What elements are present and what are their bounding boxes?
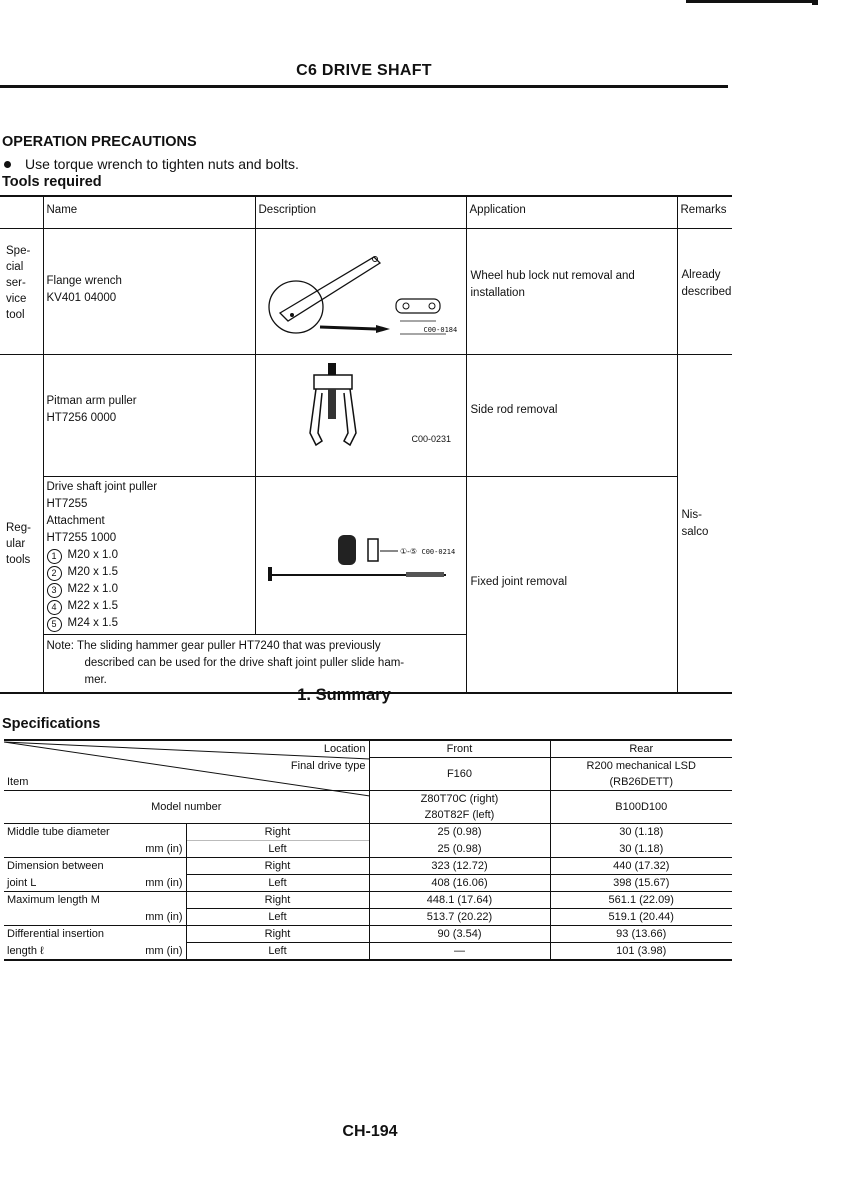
unit-label: mm (in) [145, 910, 183, 923]
row-label: Middle tube diameter [4, 824, 186, 841]
tool-number: KV401 04000 [46, 292, 117, 304]
tool-row-flange-wrench [0, 229, 732, 355]
side-label: Left [186, 909, 369, 926]
pitman-arm-puller-name [43, 355, 255, 477]
unit-label: mm (in) [145, 842, 183, 855]
side-label: Left [186, 943, 369, 961]
unit-label: mm (in) [145, 876, 183, 889]
tool-name: Drive shaft joint puller [46, 481, 158, 493]
rear-value: 30 (1.18) [550, 824, 732, 841]
note-line: mer. [84, 674, 107, 686]
rear-model: B100D100 [550, 791, 732, 824]
size-item [47, 598, 252, 615]
front-value: 90 (3.54) [369, 926, 550, 943]
cat-line: cial [6, 261, 24, 273]
size-item [47, 615, 252, 632]
tool-name: Flange wrench [46, 275, 122, 287]
col-remarks: Remarks [677, 196, 732, 229]
front-value: 323 (12.72) [369, 858, 550, 875]
row-label: Maximum length M [4, 892, 186, 909]
model-number-label: Model number [4, 791, 369, 824]
top-edge-mark [812, 0, 818, 5]
size-value: M20 x 1.5 [67, 566, 118, 578]
precaution-text: Use torque wrench to tighten nuts and bolts. [25, 156, 299, 172]
remark-line: salco [681, 525, 709, 538]
pitman-arm-puller-application: Side rod removal [466, 355, 677, 477]
size-value: M22 x 1.5 [67, 600, 118, 612]
rear-value: 440 (17.32) [550, 858, 732, 875]
front-value: 448.1 (17.64) [369, 892, 550, 909]
tools-table [0, 195, 732, 694]
col-description: Description [255, 196, 466, 229]
tool-name: Attachment [46, 515, 105, 527]
side-label: Left [186, 875, 369, 892]
flange-wrench-remarks [677, 229, 732, 355]
item-label: Item [7, 776, 29, 788]
front-value: 408 (16.06) [369, 875, 550, 892]
sliding-hammer-note [43, 635, 466, 694]
note-line: Note: The sliding hammer gear puller HT7240 that was previously [46, 640, 381, 652]
rear-drive-type-1: R200 mechanical LSD [550, 758, 732, 775]
precaution-bullet [2, 156, 299, 172]
cat-line: tool [6, 309, 25, 321]
drive-shaft-puller-illustration [256, 517, 466, 617]
front-model-2: Z80T82F (left) [369, 807, 550, 824]
side-label: Right [186, 858, 369, 875]
size-number-icon: 5 [47, 617, 62, 632]
front-drive-type: F160 [369, 758, 550, 791]
size-number-icon: 3 [47, 583, 62, 598]
row-label-2 [4, 875, 186, 892]
category-special [0, 229, 43, 355]
rear-drive-type-2: (RB26DETT) [550, 774, 732, 791]
tool-number: HT7255 [46, 498, 88, 510]
spec-row-differential-left [4, 943, 732, 961]
spec-row-differential [4, 926, 732, 943]
tool-number: HT7256 0000 [46, 412, 117, 424]
figure-label: ①-⑤ [399, 547, 417, 556]
front-value: 25 (0.98) [369, 841, 550, 858]
row-label-cont: joint L [7, 876, 37, 889]
flange-wrench-figure [255, 229, 466, 355]
size-value: M20 x 1.0 [67, 549, 118, 561]
regular-remarks [677, 355, 732, 694]
row-label: Differential insertion [4, 926, 186, 943]
title-rule [0, 85, 728, 88]
cat-line: Spe- [6, 245, 31, 257]
size-value: M22 x 1.0 [67, 583, 118, 595]
bullet-icon [4, 161, 11, 168]
tool-name: Pitman arm puller [46, 395, 137, 407]
size-number-icon: 4 [47, 600, 62, 615]
spec-row-dimension [4, 858, 732, 875]
remark-line: Already [681, 269, 721, 281]
category-regular [0, 355, 43, 694]
remark-line: Nis- [681, 508, 702, 521]
spec-row-max-length [4, 892, 732, 909]
tool-number: HT7255 1000 [46, 532, 117, 544]
drive-shaft-puller-figure [255, 477, 466, 635]
size-number-icon: 2 [47, 566, 62, 581]
operation-precautions-heading: OPERATION PRECAUTIONS [2, 134, 197, 150]
pitman-puller-illustration [256, 363, 466, 463]
row-label-cont: length ℓ [7, 944, 44, 957]
page-number: CH-194 [342, 1123, 398, 1140]
size-item [47, 564, 252, 581]
drive-shaft-puller-name [43, 477, 255, 635]
cat-line: Reg- [6, 521, 31, 534]
col-application: Application [466, 196, 677, 229]
application-line: installation [470, 287, 525, 299]
pitman-arm-puller-figure [255, 355, 466, 477]
final-drive-label: Final drive type [290, 759, 366, 772]
size-value: M24 x 1.5 [67, 617, 118, 629]
spec-row-max-length-left [4, 909, 732, 926]
tool-row-drive-shaft-joint-puller [0, 477, 732, 635]
specifications-heading: Specifications [2, 716, 101, 732]
page-title: C6 DRIVE SHAFT [296, 62, 432, 79]
figure-code-drive-shaft: C00-0214 [421, 548, 456, 556]
col-category [0, 196, 43, 229]
cat-line: vice [6, 293, 27, 305]
location-label: Location [323, 743, 366, 756]
rear-value: 519.1 (20.44) [550, 909, 732, 926]
front-value: 513.7 (20.22) [369, 909, 550, 926]
note-line: described can be used for the drive shaft joint puller slide ham- [84, 657, 405, 669]
application-line: Wheel hub lock nut removal and [470, 270, 635, 282]
front-value: — [369, 943, 550, 961]
rear-label: Rear [550, 740, 732, 758]
drive-shaft-puller-application: Fixed joint removal [466, 477, 677, 694]
spec-row-middle-tube [4, 824, 732, 841]
tools-required-heading: Tools required [2, 174, 102, 190]
figure-code-flange: C00-0184 [423, 326, 458, 334]
summary-heading: 1. Summary [297, 686, 391, 704]
cat-line: ser- [6, 277, 26, 289]
side-label: Right [186, 892, 369, 909]
rear-value: 561.1 (22.09) [550, 892, 732, 909]
row-label-2 [4, 943, 186, 961]
flange-wrench-name [43, 229, 255, 355]
side-label: Left [186, 841, 369, 858]
unit-label: mm (in) [145, 944, 183, 957]
top-edge-rule [686, 0, 816, 3]
spec-row-dimension-left [4, 875, 732, 892]
remark-line: described [681, 286, 732, 298]
front-value: 25 (0.98) [369, 824, 550, 841]
rear-value: 30 (1.18) [550, 841, 732, 858]
side-label: Right [186, 926, 369, 943]
size-number-icon: 1 [47, 549, 62, 564]
size-item [47, 581, 252, 598]
row-label: Dimension between [4, 858, 186, 875]
spec-row-middle-tube-left [4, 841, 732, 858]
tool-row-pitman-arm-puller [0, 355, 732, 477]
rear-value: 101 (3.98) [550, 943, 732, 961]
cat-line: ular [6, 537, 26, 550]
front-label: Front [369, 740, 550, 758]
rear-value: 93 (13.66) [550, 926, 732, 943]
header-diagonal-lines [4, 741, 370, 797]
side-label: Right [186, 824, 369, 841]
front-model-1: Z80T70C (right) [369, 791, 550, 808]
col-name: Name [43, 196, 255, 229]
flange-wrench-application [466, 229, 677, 355]
size-item [47, 547, 252, 564]
figure-code-pitman: C00-0231 [411, 434, 452, 444]
rear-value: 398 (15.67) [550, 875, 732, 892]
cat-line: tools [6, 553, 31, 566]
